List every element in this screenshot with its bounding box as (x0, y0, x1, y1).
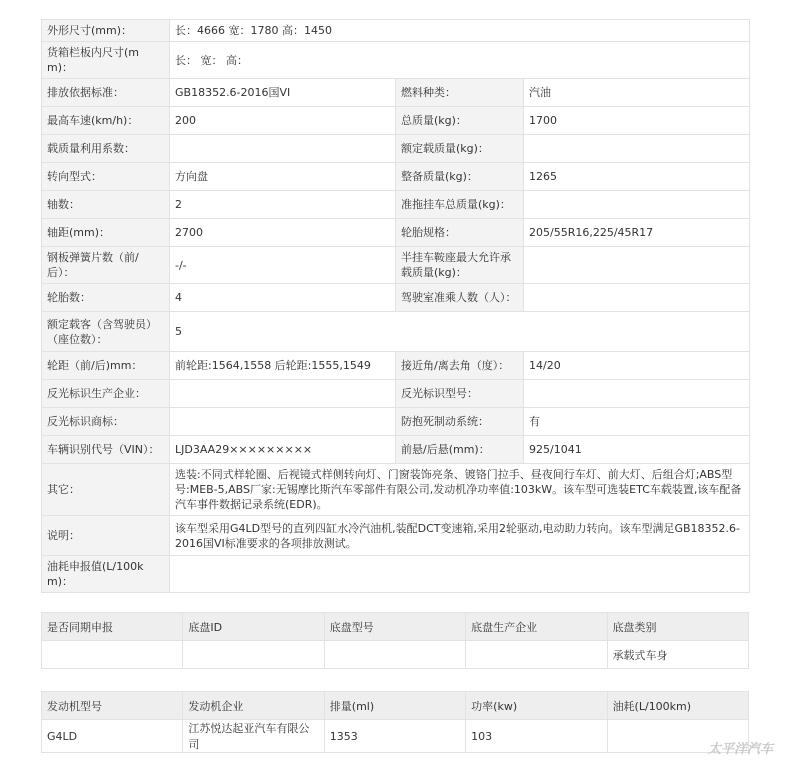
chassis-column-header: 底盘ID (183, 613, 324, 641)
spec-row (42, 135, 750, 163)
engine-cell: 江苏悦达起亚汽车有限公司 (183, 720, 324, 753)
chassis-column-header: 是否同期申报 (42, 613, 183, 641)
spec-label: 驾驶室准乘人数（人）： (396, 284, 524, 312)
spec-label: 轮胎数： (42, 284, 170, 312)
spec-label: 额定载客（含驾驶员）（座位数）： (42, 312, 170, 352)
spec-value (170, 408, 396, 436)
spec-value: 14/20 (524, 352, 750, 380)
spec-label: 外形尺寸(mm)： (42, 20, 170, 42)
spec-value: 前轮距:1564,1558 后轮距:1555,1549 (170, 352, 396, 380)
engine-column-header: 功率(kw) (466, 692, 607, 720)
spec-label: 载质量利用系数： (42, 135, 170, 163)
engine-column-header: 发动机企业 (183, 692, 324, 720)
spec-value (170, 556, 750, 593)
spec-value: 汽油 (524, 79, 750, 107)
chassis-cell (324, 641, 465, 669)
engine-cell: 103 (466, 720, 607, 753)
vehicle-spec-table (41, 19, 750, 593)
spec-value (524, 191, 750, 219)
spec-label: 反光标识商标： (42, 408, 170, 436)
chassis-header-row (42, 613, 749, 641)
spec-value: 选装:不同式样轮圈、后视镜式样侧转向灯、门窗装饰亮条、镀铬门拉手、昼夜间行车灯、前大灯、后组合灯;ABS型号:MEB-5,ABS厂家:无锡摩比斯汽车零部件有限公司,发动机净功率值:103kW。该车型可选装ETC车载装置,该车配备汽车事件数据记录系统(EDR)。 (170, 464, 750, 516)
spec-label: 轴数： (42, 191, 170, 219)
spec-row (42, 464, 750, 516)
engine-header-row (42, 692, 749, 720)
spec-label: 轴距(mm)： (42, 219, 170, 247)
spec-label: 防抱死制动系统： (396, 408, 524, 436)
spec-label: 额定载质量(kg)： (396, 135, 524, 163)
spec-label: 排放依据标准： (42, 79, 170, 107)
spec-value: 5 (170, 312, 750, 352)
spec-value: 长： 宽： 高： (170, 42, 750, 79)
spec-label: 整备质量(kg)： (396, 163, 524, 191)
chassis-row (42, 641, 749, 669)
spec-row (42, 516, 750, 556)
engine-table (41, 691, 749, 753)
spec-label: 反光标识生产企业： (42, 380, 170, 408)
spec-value: 925/1041 (524, 436, 750, 464)
spec-value: 该车型采用G4LD型号的直列四缸水冷汽油机,装配DCT变速箱,采用2轮驱动,电动助力转向。该车型满足GB18352.6-2016国VI标准要求的各项排放测试。 (170, 516, 750, 556)
spec-row (42, 380, 750, 408)
engine-column-header: 油耗(L/100km) (607, 692, 748, 720)
spec-value: -/- (170, 247, 396, 284)
spec-value: 4 (170, 284, 396, 312)
spec-value: 长：4666 宽：1780 高：1450 (170, 20, 750, 42)
engine-column-header: 排量(ml) (324, 692, 465, 720)
spec-value: 有 (524, 408, 750, 436)
spec-row (42, 42, 750, 79)
spec-row (42, 191, 750, 219)
spec-row (42, 219, 750, 247)
spec-value (170, 135, 396, 163)
spec-label: 轮距（前/后)mm： (42, 352, 170, 380)
chassis-column-header: 底盘型号 (324, 613, 465, 641)
spec-row (42, 312, 750, 352)
spec-row (42, 79, 750, 107)
chassis-table (41, 612, 749, 669)
spec-row (42, 408, 750, 436)
spec-row (42, 247, 750, 284)
spec-value: 200 (170, 107, 396, 135)
spec-label: 半挂车鞍座最大允许承载质量(kg)： (396, 247, 524, 284)
chassis-column-header: 底盘生产企业 (466, 613, 607, 641)
watermark-logo: 太平洋汽车 (708, 742, 774, 757)
spec-row (42, 284, 750, 312)
spec-value: LJD3AA29××××××××× (170, 436, 396, 464)
spec-value: 2700 (170, 219, 396, 247)
engine-row (42, 720, 749, 753)
spec-label: 总质量(kg)： (396, 107, 524, 135)
spec-label: 转向型式： (42, 163, 170, 191)
spec-label: 其它： (42, 464, 170, 516)
spec-label: 油耗申报值(L/100km)： (42, 556, 170, 593)
spec-value: 方向盘 (170, 163, 396, 191)
spec-value: 205/55R16,225/45R17 (524, 219, 750, 247)
spec-label: 轮胎规格： (396, 219, 524, 247)
chassis-cell (183, 641, 324, 669)
chassis-cell: 承载式车身 (607, 641, 748, 669)
chassis-column-header: 底盘类别 (607, 613, 748, 641)
spec-value: 1265 (524, 163, 750, 191)
spec-row (42, 163, 750, 191)
spec-row (42, 107, 750, 135)
spec-label: 车辆识别代号（VIN）： (42, 436, 170, 464)
spec-label: 钢板弹簧片数（前/后）： (42, 247, 170, 284)
spec-value (524, 247, 750, 284)
spec-value (524, 284, 750, 312)
spec-label: 准拖挂车总质量(kg)： (396, 191, 524, 219)
spec-row (42, 20, 750, 42)
spec-label: 接近角/离去角（度）： (396, 352, 524, 380)
engine-column-header: 发动机型号 (42, 692, 183, 720)
spec-label: 燃料种类： (396, 79, 524, 107)
spec-row (42, 352, 750, 380)
spec-value (524, 135, 750, 163)
spec-value (170, 380, 396, 408)
spec-label: 反光标识型号： (396, 380, 524, 408)
spec-label: 最高车速(km/h)： (42, 107, 170, 135)
spec-value: GB18352.6-2016国VI (170, 79, 396, 107)
spec-value: 2 (170, 191, 396, 219)
chassis-cell (42, 641, 183, 669)
chassis-cell (466, 641, 607, 669)
spec-value (524, 380, 750, 408)
engine-cell: 1353 (324, 720, 465, 753)
engine-cell: G4LD (42, 720, 183, 753)
spec-row (42, 556, 750, 593)
spec-label: 货箱栏板内尺寸(mm)： (42, 42, 170, 79)
spec-label: 前悬/后悬(mm)： (396, 436, 524, 464)
spec-value: 1700 (524, 107, 750, 135)
spec-row (42, 436, 750, 464)
spec-label: 说明： (42, 516, 170, 556)
